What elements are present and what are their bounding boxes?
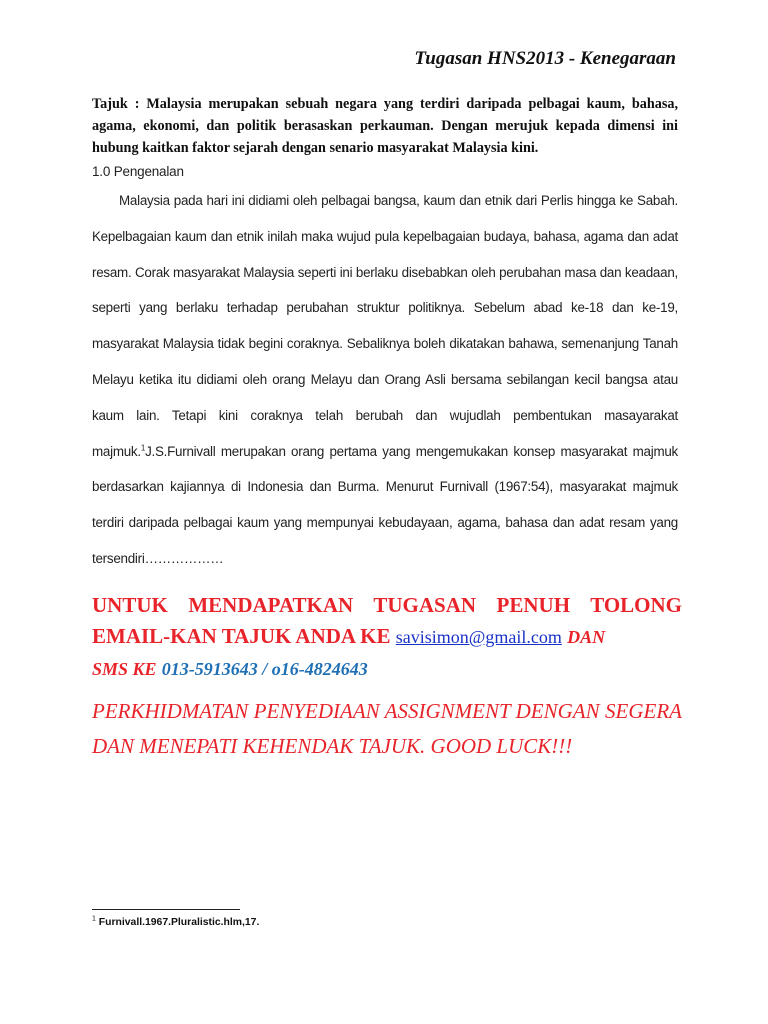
sms-label: SMS KE	[92, 659, 157, 679]
section-heading: 1.0 Pengenalan	[92, 164, 184, 179]
page-header-title: Tugasan HNS2013 - Kenegaraan	[414, 48, 676, 69]
promo-dan: DAN	[567, 627, 606, 647]
footnote	[92, 917, 259, 928]
introduction-paragraph	[92, 183, 678, 577]
footnote-text: Furnivall.1967.Pluralistic.hlm,17.	[98, 917, 260, 928]
phone-numbers: 013-5913643 / o16-4824643	[161, 659, 368, 679]
footnote-number: 1	[92, 915, 96, 923]
paragraph-part-1: Malaysia pada hari ini didiami oleh pelbagai bangsa, kaum dan etnik dari Perlis hingga ke Sabah. Kepelbagaian kaum dan etnik inilah maka wujud pula kepelbagaian budaya, bahasa, agama dan adat resam. Corak masyarakat Malaysia seperti ini berlaku disebabkan oleh perubahan masa dan keadaan, seperti yang berlaku terhadap perubahan struktur politiknya. Sebelum abad ke-18 dan ke-19, masyarakat Malaysia tidak begini coraknya. Sebaliknya boleh dikatakan bahawa, semenanjung Tanah Melayu ketika itu didiami oleh orang Melayu dan Orang Asli bersama sebilangan kecil bangsa atau kaum lain. Tetapi kini coraknya telah berubah dan wujudlah pembentukan masayarakat majmuk.	[92, 193, 678, 459]
promo-text: UNTUK MENDAPATKAN TUGASAN PENUH TOLONG EMAIL-KAN TAJUK ANDA KE	[92, 593, 682, 648]
service-notice: PERKHIDMATAN PENYEDIAAN ASSIGNMENT DENGAN SEGERA DAN MENEPATI KEHENDAK TAJUK. GOOD LUCK!!!	[92, 699, 682, 758]
assignment-topic: Tajuk : Malaysia merupakan sebuah negara yang terdiri daripada pelbagai kaum, bahasa, agama, ekonomi, dan politik berasaskan perkauman. Dengan merujuk kepada dimensi ini hubung kaitkan faktor sejarah dengan senario masyarakat Malaysia kini.	[92, 96, 678, 156]
email-link[interactable]: savisimon@gmail.com	[395, 627, 562, 647]
paragraph-part-2: J.S.Furnivall merupakan orang pertama yang mengemukakan konsep masyarakat majmuk berdasarkan kajiannya di Indonesia dan Burma. Menurut Furnivall (1967:54), masyarakat majmuk terdiri daripada pelbagai kaum yang mempunyai kebudayaan, agama, bahasa dan adat resam yang tersendiri………………	[92, 443, 678, 566]
promo-block	[92, 590, 682, 685]
footnote-divider	[92, 909, 240, 910]
footnote-reference[interactable]: 1	[140, 443, 146, 453]
